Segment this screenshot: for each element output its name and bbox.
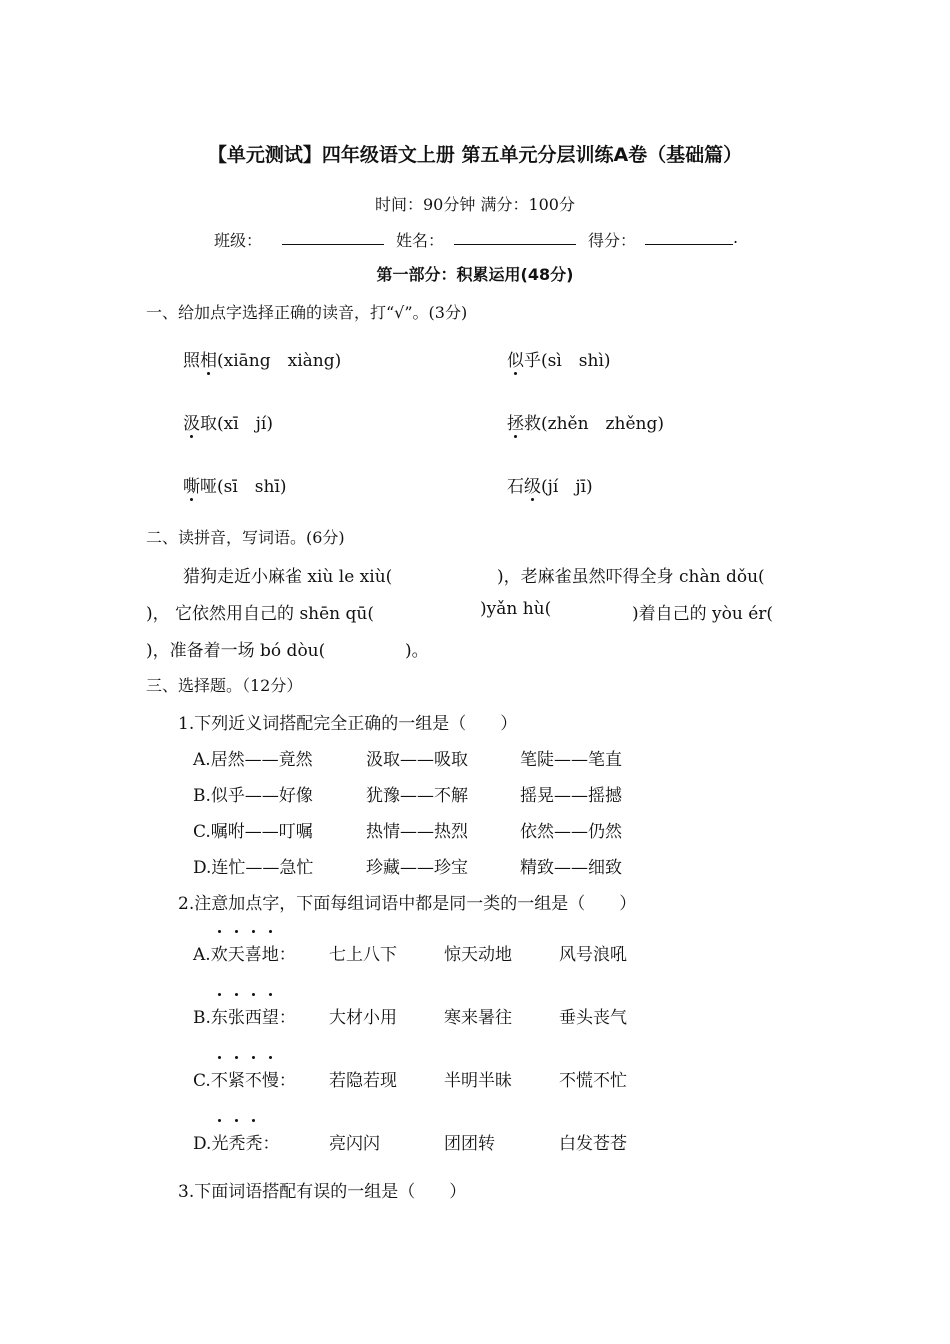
dotted-char: 张 xyxy=(228,1003,245,1028)
dotted-char: 喜 xyxy=(245,940,262,965)
dotted-char: 西 xyxy=(245,1003,262,1028)
option-c-w2: 半明半昧 xyxy=(444,1071,512,1091)
option-a-phrase xyxy=(193,940,296,965)
q2-heading: 二、读拼音，写词语。(6分) xyxy=(146,528,345,547)
option-a-word-2: 汲取——吸取 xyxy=(366,750,468,770)
class-blank xyxy=(282,228,384,249)
dotted-char: 光 xyxy=(211,1129,228,1154)
item-pinyin: 取(xī jí) xyxy=(200,414,273,434)
item-pinyin: 救(zhěn zhěng) xyxy=(524,414,664,434)
q3-heading: 三、选择题。（12分） xyxy=(146,676,303,695)
option-c-w3: 不慌不忙 xyxy=(559,1071,627,1091)
name-blank xyxy=(454,228,576,249)
q2-line-3a: )，准备着一场 bó dòu( xyxy=(146,641,326,661)
dotted-char: 天 xyxy=(228,940,245,965)
q2-line-2b: )yǎn hù( xyxy=(480,599,552,619)
item-pinyin: 哑(sī shī) xyxy=(200,477,287,497)
option-c-word-3: 依然——仍然 xyxy=(520,822,622,842)
q3-2-stem: 2.注意加点字，下面每组词语中都是同一类的一组是（ ） xyxy=(178,894,637,914)
option-d-word-3: 精致——细致 xyxy=(520,858,622,878)
dotted-char: 不 xyxy=(211,1066,228,1091)
option-a-w3: 风号浪吼 xyxy=(559,945,627,965)
dotted-char: 东 xyxy=(211,1003,228,1028)
option-d-w2: 团团转 xyxy=(444,1134,495,1154)
option-a-word-3: 笔陡——笔直 xyxy=(520,750,622,770)
q2-line-2a: )， 它依然用自己的 shēn qū( xyxy=(146,604,374,624)
item-pinyin: (xiāng xiàng) xyxy=(217,351,342,371)
dotted-char: 嘶 xyxy=(183,472,200,497)
q2-line-1b: )，老麻雀虽然吓得全身 chàn dǒu( xyxy=(497,567,765,587)
item-pinyin: (jí jī) xyxy=(541,477,593,497)
info-end-mark: . xyxy=(733,228,739,247)
option-c-w1: 若隐若现 xyxy=(329,1071,397,1091)
dotted-char: 望 xyxy=(262,1003,279,1028)
colon: ： xyxy=(278,1071,296,1091)
colon: ： xyxy=(262,1134,280,1154)
dotted-char: 相 xyxy=(200,346,217,371)
dotted-char: 拯 xyxy=(507,409,524,434)
class-label: 班级： xyxy=(214,231,263,250)
dotted-char: 慢 xyxy=(262,1066,279,1091)
option-b-word-3: 摇晃——摇撼 xyxy=(520,786,622,806)
colon: ： xyxy=(278,1008,296,1028)
option-a-w1: 七上八下 xyxy=(329,945,397,965)
q2-line-2c: )着自己的 yòu ér( xyxy=(632,604,774,624)
option-c-phrase xyxy=(193,1066,296,1091)
dotted-char: 秃 xyxy=(245,1129,262,1154)
option-d-w1: 亮闪闪 xyxy=(329,1134,380,1154)
dotted-char: 不 xyxy=(245,1066,262,1091)
q1-item xyxy=(507,346,611,371)
score-blank xyxy=(645,228,733,249)
q1-item xyxy=(183,472,287,497)
option-a-w2: 惊天动地 xyxy=(444,945,512,965)
name-label: 姓名： xyxy=(396,231,445,250)
option-letter: D. xyxy=(193,1134,212,1154)
dotted-char: 汲 xyxy=(183,409,200,434)
option-letter: A. xyxy=(193,945,211,965)
option-b-w2: 寒来暑往 xyxy=(444,1008,512,1028)
option-letter: B. xyxy=(193,1008,211,1028)
option-letter: C. xyxy=(193,1071,211,1091)
option-c-word-1: C.嘱咐——叮嘱 xyxy=(193,822,313,842)
option-d-word-1: D.连忙——急忙 xyxy=(193,858,314,878)
option-b-w1: 大材小用 xyxy=(329,1008,397,1028)
option-b-phrase xyxy=(193,1003,296,1028)
dotted-char: 地 xyxy=(262,940,279,965)
q1-item xyxy=(507,409,664,434)
dotted-char: 欢 xyxy=(211,940,228,965)
dotted-char: 级 xyxy=(524,472,541,497)
q2-line-1a: 猎狗走近小麻雀 xiù le xiù( xyxy=(183,567,393,587)
option-a-word-1: A.居然——竟然 xyxy=(193,750,313,770)
score-label: 得分： xyxy=(588,231,637,250)
q2-line-3b: )。 xyxy=(405,641,429,661)
q1-item xyxy=(507,472,593,497)
q1-item xyxy=(183,409,273,434)
option-b-word-2: 犹豫——不解 xyxy=(366,786,468,806)
option-b-w3: 垂头丧气 xyxy=(559,1008,627,1028)
option-d-w3: 白发苍苍 xyxy=(559,1134,627,1154)
page-title: 【单元测试】四年级语文上册 第五单元分层训练A卷（基础篇） xyxy=(207,144,743,166)
dotted-char: 似 xyxy=(507,346,524,371)
option-b-word-1: B.似乎——好像 xyxy=(193,786,313,806)
q1-item xyxy=(183,346,341,371)
exam-meta: 时间：90分钟 满分：100分 xyxy=(375,195,575,214)
q3-3-stem: 3.下面词语搭配有误的一组是（ ） xyxy=(178,1182,467,1202)
option-d-word-2: 珍藏——珍宝 xyxy=(366,858,468,878)
item-text: 照 xyxy=(183,351,200,371)
dotted-char: 紧 xyxy=(228,1066,245,1091)
colon: ： xyxy=(278,945,296,965)
q1-heading: 一、给加点字选择正确的读音，打“√”。(3分) xyxy=(146,303,468,322)
item-text: 石 xyxy=(507,477,524,497)
option-c-word-2: 热情——热烈 xyxy=(366,822,468,842)
item-pinyin: 乎(sì shì) xyxy=(524,351,611,371)
option-d-phrase xyxy=(193,1129,279,1154)
q3-1-stem: 1.下列近义词搭配完全正确的一组是（ ） xyxy=(178,714,518,734)
part-one-heading: 第一部分：积累运用(48分) xyxy=(376,265,574,284)
dotted-char: 秃 xyxy=(228,1129,245,1154)
